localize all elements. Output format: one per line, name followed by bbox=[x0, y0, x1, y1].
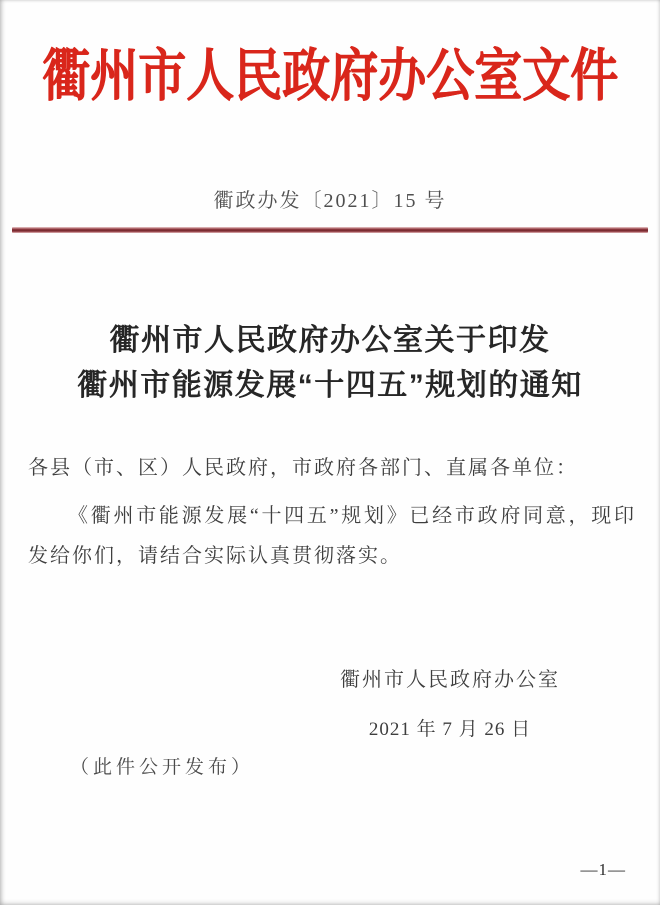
document-title bbox=[0, 318, 660, 408]
document-body bbox=[28, 448, 636, 576]
body-paragraph: 《衢州市能源发展“十四五”规划》已经市政府同意，现印发给你们，请结合实际认真贯彻落实。 bbox=[28, 505, 636, 567]
signature-date: 2021 年 7 月 26 日 bbox=[368, 719, 532, 740]
letterhead-title: 衢州市人民政府办公室文件 bbox=[41, 45, 618, 108]
doc-reference-number: 衢政办发〔2021〕15 号 bbox=[213, 190, 447, 212]
public-release-note: （此件公开发布） bbox=[70, 757, 255, 778]
signature-block bbox=[330, 663, 570, 741]
signature-organization: 衢州市人民政府办公室 bbox=[340, 669, 560, 691]
salutation-line: 各县（市、区）人民政府，市政府各部门、直属各单位： bbox=[28, 457, 578, 479]
document-title-line-2: 衢州市能源发展“十四五”规划的通知 bbox=[77, 369, 583, 402]
red-divider-line bbox=[12, 227, 648, 233]
page-number: —1— bbox=[580, 860, 626, 879]
document-title-line-1: 衢州市人民政府办公室关于印发 bbox=[109, 324, 551, 357]
